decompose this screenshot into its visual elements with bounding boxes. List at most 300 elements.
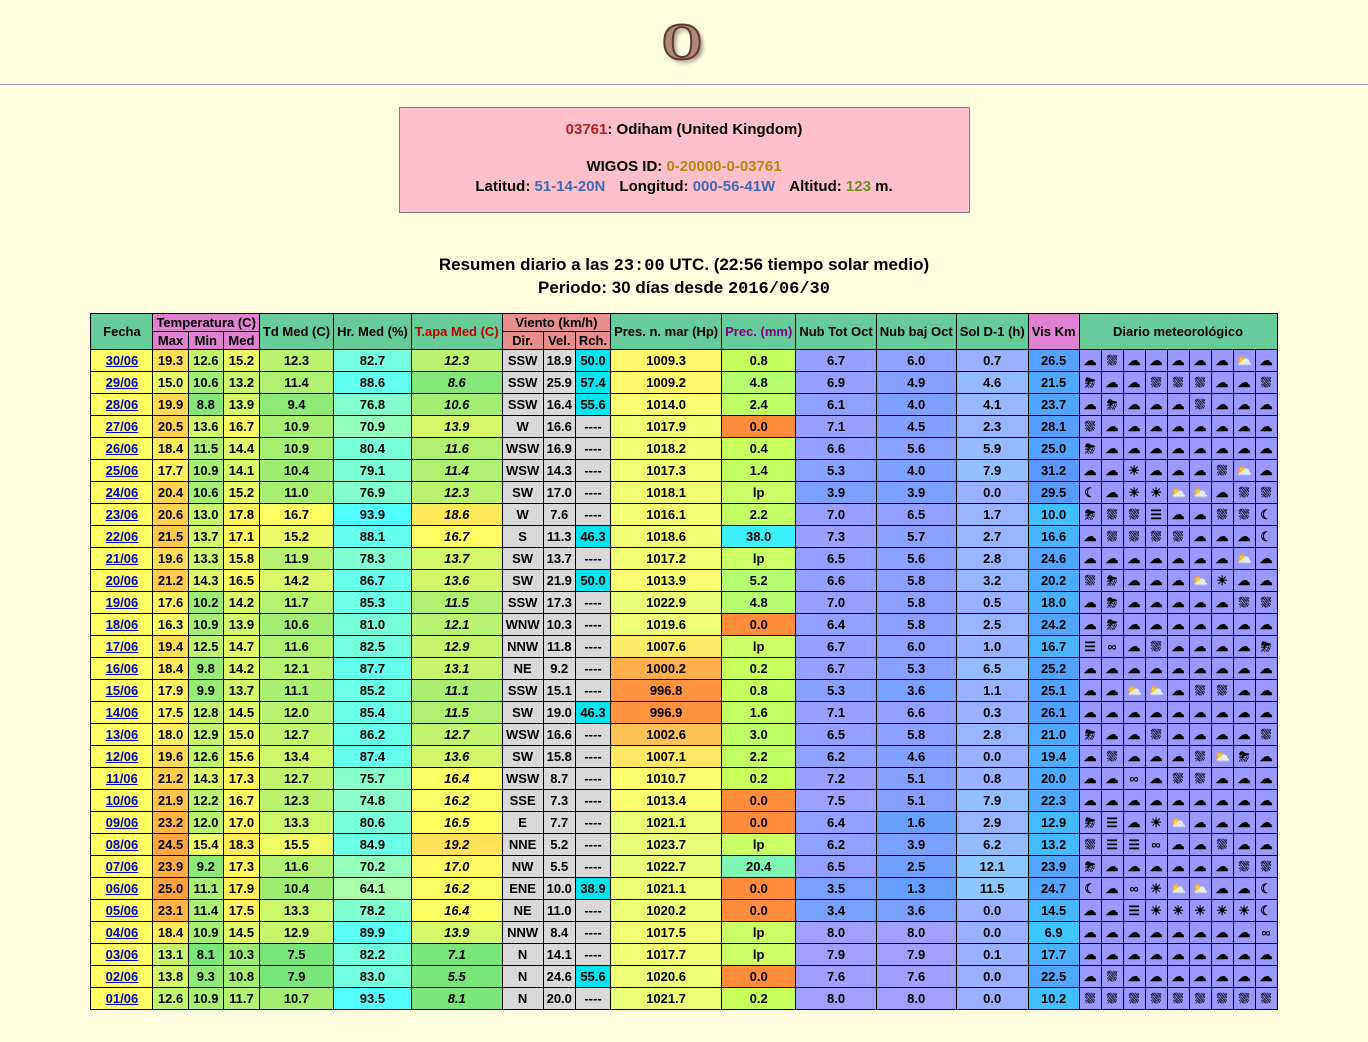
cell-vis: 25.1 [1028, 680, 1079, 702]
cell-precip: 5.2 [722, 570, 796, 592]
cell-temp-min: 10.9 [188, 460, 223, 482]
cell-precip: 1.4 [722, 460, 796, 482]
table-row [91, 900, 1277, 922]
date-link[interactable]: 16/06 [105, 661, 139, 676]
station-title [412, 121, 957, 138]
table-row [91, 966, 1277, 988]
cell-temp-max: 21.2 [153, 570, 188, 592]
date-link[interactable]: 13/06 [105, 727, 139, 742]
cell-wind-dir: WSW [502, 768, 543, 790]
cell-nub-tot: 6.9 [796, 372, 876, 394]
cell-weather-diary [1079, 966, 1277, 988]
cell-temp-med: 14.2 [223, 592, 259, 614]
cell-nub-baj: 5.6 [876, 548, 956, 570]
weather-symbol-icon: ☁ [1212, 548, 1234, 569]
weather-symbol-icon: ☾ [1260, 507, 1272, 522]
cell-precip: 0.2 [722, 768, 796, 790]
cell-nub-tot: 6.7 [796, 350, 876, 372]
weather-symbol-icon: ☁ [1146, 746, 1168, 767]
weather-symbol-icon: ☁ [1102, 482, 1124, 503]
row-date-cell[interactable] [91, 482, 153, 504]
date-link[interactable]: 04/06 [105, 925, 139, 940]
cell-wind-dir: WSW [502, 724, 543, 746]
weather-symbol-icon: ☁ [1168, 350, 1190, 371]
cell-wind-dir: NNE [502, 834, 543, 856]
weather-symbol-icon: ☁ [1080, 526, 1102, 547]
weather-symbol-icon: ☁ [1102, 372, 1124, 393]
header-fecha: Fecha [91, 314, 153, 350]
cell-wind-dir: SSE [502, 790, 543, 812]
weather-symbol-icon: ☁ [1080, 592, 1102, 613]
row-date-cell[interactable] [91, 548, 153, 570]
cell-sol: 0.5 [956, 592, 1028, 614]
cell-nub-tot: 7.6 [796, 966, 876, 988]
row-date-cell[interactable] [91, 790, 153, 812]
cell-temp-med: 14.1 [223, 460, 259, 482]
cell-temp-med: 10.8 [223, 966, 259, 988]
weather-symbol-icon: ☁ [1146, 944, 1168, 965]
cell-hr-med: 80.6 [334, 812, 412, 834]
header-viento: Viento (km/h) [502, 314, 610, 332]
weather-symbol-icon: ☁ [1259, 353, 1273, 368]
cell-pressure: 1020.6 [611, 966, 722, 988]
weather-symbol-icon: ☀ [1124, 482, 1146, 503]
cell-hr-med: 70.9 [334, 416, 412, 438]
row-date-cell[interactable] [91, 372, 153, 394]
weather-symbol-icon: ☁ [1124, 372, 1146, 393]
cell-precip: 3.0 [722, 724, 796, 746]
row-date-cell[interactable] [91, 900, 153, 922]
cell-nub-tot: 3.4 [796, 900, 876, 922]
cell-sol: 1.1 [956, 680, 1028, 702]
row-date-cell[interactable] [91, 592, 153, 614]
station-info-box [399, 107, 970, 213]
cell-td-med: 14.2 [259, 570, 333, 592]
cell-wind-vel: 11.0 [543, 900, 575, 922]
cell-wind-vel: 7.7 [543, 812, 575, 834]
date-link[interactable]: 05/06 [105, 903, 139, 918]
cell-wind-dir: SW [502, 570, 543, 592]
date-link[interactable]: 25/06 [105, 463, 139, 478]
weather-symbol-icon: ☁ [1168, 966, 1190, 987]
weather-symbol-icon: ☁ [1080, 614, 1102, 635]
date-link[interactable]: 10/06 [105, 793, 139, 808]
cell-wind-rch: ---- [575, 900, 610, 922]
row-date-cell[interactable] [91, 526, 153, 548]
cell-sol: 11.5 [956, 878, 1028, 900]
table-body [91, 350, 1277, 1010]
weather-symbol-icon: ⛈ [1080, 504, 1102, 525]
cell-wind-rch: ---- [575, 460, 610, 482]
weather-symbol-icon: ☁ [1124, 812, 1146, 833]
date-link[interactable]: 28/06 [105, 397, 139, 412]
date-link[interactable]: 22/06 [105, 529, 139, 544]
cell-wind-rch: ---- [575, 592, 610, 614]
cell-precip: 0.0 [722, 966, 796, 988]
cell-wind-vel: 17.0 [543, 482, 575, 504]
cell-tapa-med: 7.1 [411, 944, 502, 966]
cell-temp-med: 14.5 [223, 702, 259, 724]
cell-tapa-med: 11.5 [411, 702, 502, 724]
weather-symbol-icon: ☁ [1259, 573, 1273, 588]
table-row [91, 680, 1277, 702]
cell-sol: 0.1 [956, 944, 1028, 966]
weather-symbol-icon: ☁ [1212, 702, 1234, 723]
cell-nub-baj: 5.6 [876, 438, 956, 460]
cell-nub-baj: 4.0 [876, 460, 956, 482]
cell-tapa-med: 18.6 [411, 504, 502, 526]
weather-symbol-icon: ☁ [1234, 944, 1256, 965]
table-row [91, 394, 1277, 416]
weather-symbol-icon: ☰ [1080, 636, 1102, 657]
weather-symbol-icon: ☁ [1168, 680, 1190, 701]
cell-weather-diary [1079, 834, 1277, 856]
date-link[interactable]: 27/06 [105, 419, 139, 434]
cell-tapa-med: 13.1 [411, 658, 502, 680]
weather-symbol-icon: ☁ [1234, 394, 1256, 415]
cell-temp-max: 23.2 [153, 812, 188, 834]
row-date-cell[interactable] [91, 438, 153, 460]
weather-symbol-icon: ☁ [1146, 922, 1168, 943]
row-date-cell[interactable] [91, 878, 153, 900]
cell-wind-vel: 8.7 [543, 768, 575, 790]
weather-symbol-icon: ☁ [1190, 944, 1212, 965]
cell-temp-med: 16.7 [223, 790, 259, 812]
cell-temp-med: 17.3 [223, 768, 259, 790]
row-date-cell[interactable] [91, 570, 153, 592]
weather-symbol-icon: ⛅ [1212, 746, 1234, 767]
cell-pressure: 1021.7 [611, 988, 722, 1010]
weather-symbol-icon: ☁ [1080, 680, 1102, 701]
weather-symbol-icon: ☁ [1168, 416, 1190, 437]
cell-vis: 25.0 [1028, 438, 1079, 460]
cell-temp-min: 8.1 [188, 944, 223, 966]
cell-precip: 0.0 [722, 878, 796, 900]
table-row [91, 702, 1277, 724]
cell-wind-vel: 21.9 [543, 570, 575, 592]
wigos-label: WIGOS ID: [586, 158, 667, 175]
row-date-cell[interactable] [91, 350, 153, 372]
table-row [91, 922, 1277, 944]
weather-symbol-icon: ☁ [1259, 661, 1273, 676]
weather-symbol-icon: ☁ [1190, 350, 1212, 371]
weather-symbol-icon: ☁ [1234, 966, 1256, 987]
weather-symbol-icon: ☀ [1146, 878, 1168, 899]
cell-pressure: 1020.2 [611, 900, 722, 922]
row-date-cell[interactable] [91, 944, 153, 966]
weather-symbol-icon: ⛈ [1260, 639, 1272, 654]
date-link[interactable]: 23/06 [105, 507, 139, 522]
row-date-cell[interactable] [91, 856, 153, 878]
weather-symbol-icon: ☁ [1168, 834, 1190, 855]
weather-symbol-icon: ☁ [1190, 834, 1212, 855]
cell-sol: 0.0 [956, 746, 1028, 768]
cell-vis: 19.4 [1028, 746, 1079, 768]
weather-symbol-icon: ☁ [1080, 460, 1102, 481]
weather-symbol-icon: ☁ [1168, 790, 1190, 811]
date-link[interactable]: 21/06 [105, 551, 139, 566]
cell-nub-baj: 5.8 [876, 592, 956, 614]
cell-sol: 2.5 [956, 614, 1028, 636]
weather-symbol-icon: ☁ [1080, 966, 1102, 987]
cell-pressure: 1017.9 [611, 416, 722, 438]
weather-symbol-icon: ☁ [1190, 922, 1212, 943]
cell-vis: 16.6 [1028, 526, 1079, 548]
date-link[interactable]: 06/06 [105, 881, 139, 896]
cell-temp-med: 17.9 [223, 878, 259, 900]
weather-symbol-icon: ☁ [1259, 793, 1273, 808]
weather-symbol-icon: ☁ [1212, 526, 1234, 547]
wigos-value: 0-20000-0-03761 [666, 158, 782, 175]
row-date-cell[interactable] [91, 966, 153, 988]
cell-wind-dir: WNW [502, 614, 543, 636]
cell-weather-diary [1079, 482, 1277, 504]
cell-temp-min: 13.6 [188, 416, 223, 438]
table-row [91, 372, 1277, 394]
cell-wind-vel: 25.9 [543, 372, 575, 394]
cell-tapa-med: 19.2 [411, 834, 502, 856]
row-date-cell[interactable] [91, 636, 153, 658]
cell-temp-med: 15.0 [223, 724, 259, 746]
date-link[interactable]: 01/06 [105, 991, 139, 1006]
cell-temp-max: 13.8 [153, 966, 188, 988]
row-date-cell[interactable] [91, 724, 153, 746]
cell-td-med: 12.7 [259, 768, 333, 790]
weather-symbol-icon: ☁ [1212, 944, 1234, 965]
cell-wind-vel: 16.9 [543, 438, 575, 460]
table-row [91, 526, 1277, 548]
cell-wind-dir: E [502, 812, 543, 834]
cell-temp-max: 18.0 [153, 724, 188, 746]
cell-wind-vel: 7.6 [543, 504, 575, 526]
weather-symbol-icon: ⛆ [1080, 570, 1102, 591]
cell-tapa-med: 13.7 [411, 548, 502, 570]
cell-precip: lp [722, 482, 796, 504]
cell-wind-rch: ---- [575, 482, 610, 504]
cell-vis: 29.5 [1028, 482, 1079, 504]
cell-td-med: 10.9 [259, 438, 333, 460]
date-link[interactable]: 14/06 [105, 705, 139, 720]
cell-sol: 0.0 [956, 966, 1028, 988]
date-link[interactable]: 08/06 [105, 837, 139, 852]
cell-wind-rch: 38.9 [575, 878, 610, 900]
cell-wind-rch: ---- [575, 614, 610, 636]
table-row [91, 416, 1277, 438]
cell-sol: 2.8 [956, 724, 1028, 746]
weather-symbol-icon: ☁ [1234, 614, 1256, 635]
cell-weather-diary [1079, 394, 1277, 416]
weather-symbol-icon: ☰ [1102, 812, 1124, 833]
cell-tapa-med: 5.5 [411, 966, 502, 988]
date-link[interactable]: 07/06 [105, 859, 139, 874]
cell-temp-max: 17.7 [153, 460, 188, 482]
cell-wind-vel: 5.5 [543, 856, 575, 878]
weather-symbol-icon: ⛆ [1212, 504, 1234, 525]
weather-symbol-icon: ☁ [1190, 614, 1212, 635]
cell-sol: 0.7 [956, 350, 1028, 372]
cell-temp-min: 13.7 [188, 526, 223, 548]
cell-pressure: 1000.2 [611, 658, 722, 680]
date-link[interactable]: 29/06 [105, 375, 139, 390]
cell-precip: 0.0 [722, 614, 796, 636]
cell-temp-max: 16.3 [153, 614, 188, 636]
row-date-cell[interactable] [91, 658, 153, 680]
date-link[interactable]: 17/06 [105, 639, 139, 654]
cell-pressure: 1017.7 [611, 944, 722, 966]
weather-symbol-icon: ☁ [1124, 438, 1146, 459]
weather-symbol-icon: ⛆ [1190, 768, 1212, 789]
table-row [91, 548, 1277, 570]
cell-vis: 24.6 [1028, 548, 1079, 570]
cell-nub-baj: 5.1 [876, 790, 956, 812]
weather-symbol-icon: ☁ [1124, 790, 1146, 811]
cell-sol: 7.9 [956, 790, 1028, 812]
cell-wind-rch: 55.6 [575, 966, 610, 988]
weather-symbol-icon: ⛆ [1260, 595, 1272, 610]
row-date-cell[interactable] [91, 812, 153, 834]
date-link[interactable]: 12/06 [105, 749, 139, 764]
row-date-cell[interactable] [91, 834, 153, 856]
cell-nub-tot: 8.0 [796, 988, 876, 1010]
cell-nub-baj: 8.0 [876, 988, 956, 1010]
weather-symbol-icon: ☁ [1234, 702, 1256, 723]
weather-symbol-icon: ☁ [1259, 683, 1273, 698]
date-link[interactable]: 03/06 [105, 947, 139, 962]
date-link[interactable]: 18/06 [105, 617, 139, 632]
cell-nub-baj: 3.9 [876, 482, 956, 504]
weather-symbol-icon: ☁ [1212, 768, 1234, 789]
cell-vis: 21.0 [1028, 724, 1079, 746]
cell-temp-min: 10.2 [188, 592, 223, 614]
cell-sol: 6.2 [956, 834, 1028, 856]
weather-symbol-icon: ☁ [1234, 658, 1256, 679]
weather-symbol-icon: ☁ [1212, 658, 1234, 679]
table-row [91, 812, 1277, 834]
cell-hr-med: 85.3 [334, 592, 412, 614]
cell-tapa-med: 17.0 [411, 856, 502, 878]
cell-sol: 12.1 [956, 856, 1028, 878]
cell-temp-med: 13.2 [223, 372, 259, 394]
cell-nub-baj: 6.0 [876, 350, 956, 372]
cell-temp-med: 13.7 [223, 680, 259, 702]
row-date-cell[interactable] [91, 416, 153, 438]
weather-symbol-icon: ☁ [1102, 790, 1124, 811]
row-date-cell[interactable] [91, 504, 153, 526]
weather-symbol-icon: ☰ [1124, 834, 1146, 855]
date-link[interactable]: 11/06 [106, 771, 138, 786]
cell-pressure: 1007.6 [611, 636, 722, 658]
cell-temp-max: 19.9 [153, 394, 188, 416]
row-date-cell[interactable] [91, 460, 153, 482]
weather-symbol-icon: ☁ [1168, 944, 1190, 965]
cell-pressure: 1023.7 [611, 834, 722, 856]
row-date-cell[interactable] [91, 988, 153, 1010]
table-row [91, 658, 1277, 680]
cell-pressure: 1018.6 [611, 526, 722, 548]
weather-symbol-icon: ☁ [1168, 438, 1190, 459]
cell-td-med: 11.6 [259, 856, 333, 878]
cell-wind-rch: ---- [575, 768, 610, 790]
cell-wind-vel: 9.2 [543, 658, 575, 680]
cell-temp-max: 19.6 [153, 746, 188, 768]
weather-symbol-icon: ∞ [1146, 834, 1168, 855]
cell-temp-min: 12.6 [188, 350, 223, 372]
weather-symbol-icon: ☁ [1212, 438, 1234, 459]
weather-symbol-icon: ⛈ [1080, 372, 1102, 393]
weather-symbol-icon: ☀ [1168, 900, 1190, 921]
header-visibilidad: Vis Km [1028, 314, 1079, 350]
row-date-cell[interactable] [91, 746, 153, 768]
weather-symbol-icon: ⛈ [1102, 570, 1124, 591]
date-link[interactable]: 09/06 [105, 815, 139, 830]
cell-temp-med: 17.8 [223, 504, 259, 526]
cell-vis: 22.3 [1028, 790, 1079, 812]
cell-temp-min: 14.3 [188, 570, 223, 592]
row-date-cell[interactable] [91, 680, 153, 702]
row-date-cell[interactable] [91, 614, 153, 636]
cell-tapa-med: 16.4 [411, 900, 502, 922]
weather-symbol-icon: ☁ [1212, 922, 1234, 943]
cell-nub-tot: 7.5 [796, 790, 876, 812]
row-date-cell[interactable] [91, 394, 153, 416]
weather-symbol-icon: ☁ [1212, 790, 1234, 811]
weather-symbol-icon: ☀ [1212, 900, 1234, 921]
date-link[interactable]: 02/06 [105, 969, 139, 984]
cell-td-med: 12.0 [259, 702, 333, 724]
date-link[interactable]: 19/06 [105, 595, 139, 610]
table-row [91, 636, 1277, 658]
row-date-cell[interactable] [91, 922, 153, 944]
weather-symbol-icon: ☁ [1124, 922, 1146, 943]
cell-temp-max: 21.9 [153, 790, 188, 812]
cell-hr-med: 81.0 [334, 614, 412, 636]
weather-symbol-icon: ☁ [1259, 617, 1273, 632]
weather-symbol-icon: ☁ [1146, 658, 1168, 679]
cell-pressure: 1009.2 [611, 372, 722, 394]
lon-value: 000-56-41W [692, 178, 776, 195]
weather-symbol-icon: ☁ [1212, 724, 1234, 745]
header-t-min: Min [188, 332, 223, 350]
cell-weather-diary [1079, 812, 1277, 834]
date-link[interactable]: 30/06 [105, 353, 139, 368]
date-link[interactable]: 20/06 [105, 573, 139, 588]
summary-line2-a: Periodo: 30 días desde [538, 278, 728, 297]
weather-symbol-icon: ⛆ [1102, 746, 1124, 767]
date-link[interactable]: 26/06 [105, 441, 139, 456]
date-link[interactable]: 15/06 [105, 683, 139, 698]
cell-pressure: 1021.1 [611, 812, 722, 834]
date-link[interactable]: 24/06 [105, 485, 139, 500]
cell-wind-rch: ---- [575, 438, 610, 460]
weather-symbol-icon: ⛆ [1260, 727, 1272, 742]
weather-symbol-icon: ☁ [1146, 790, 1168, 811]
table-row [91, 768, 1277, 790]
cell-wind-dir: SSW [502, 592, 543, 614]
weather-symbol-icon: ☁ [1146, 570, 1168, 591]
row-date-cell[interactable] [91, 768, 153, 790]
cell-temp-med: 18.3 [223, 834, 259, 856]
cell-weather-diary [1079, 768, 1277, 790]
cell-wind-dir: WSW [502, 460, 543, 482]
row-date-cell[interactable] [91, 702, 153, 724]
cell-wind-dir: NNW [502, 922, 543, 944]
weather-symbol-icon: ☁ [1212, 812, 1234, 833]
weather-symbol-icon: ☁ [1234, 372, 1256, 393]
cell-precip: 2.2 [722, 746, 796, 768]
cell-hr-med: 78.2 [334, 900, 412, 922]
cell-vis: 24.7 [1028, 878, 1079, 900]
cell-nub-baj: 4.6 [876, 746, 956, 768]
